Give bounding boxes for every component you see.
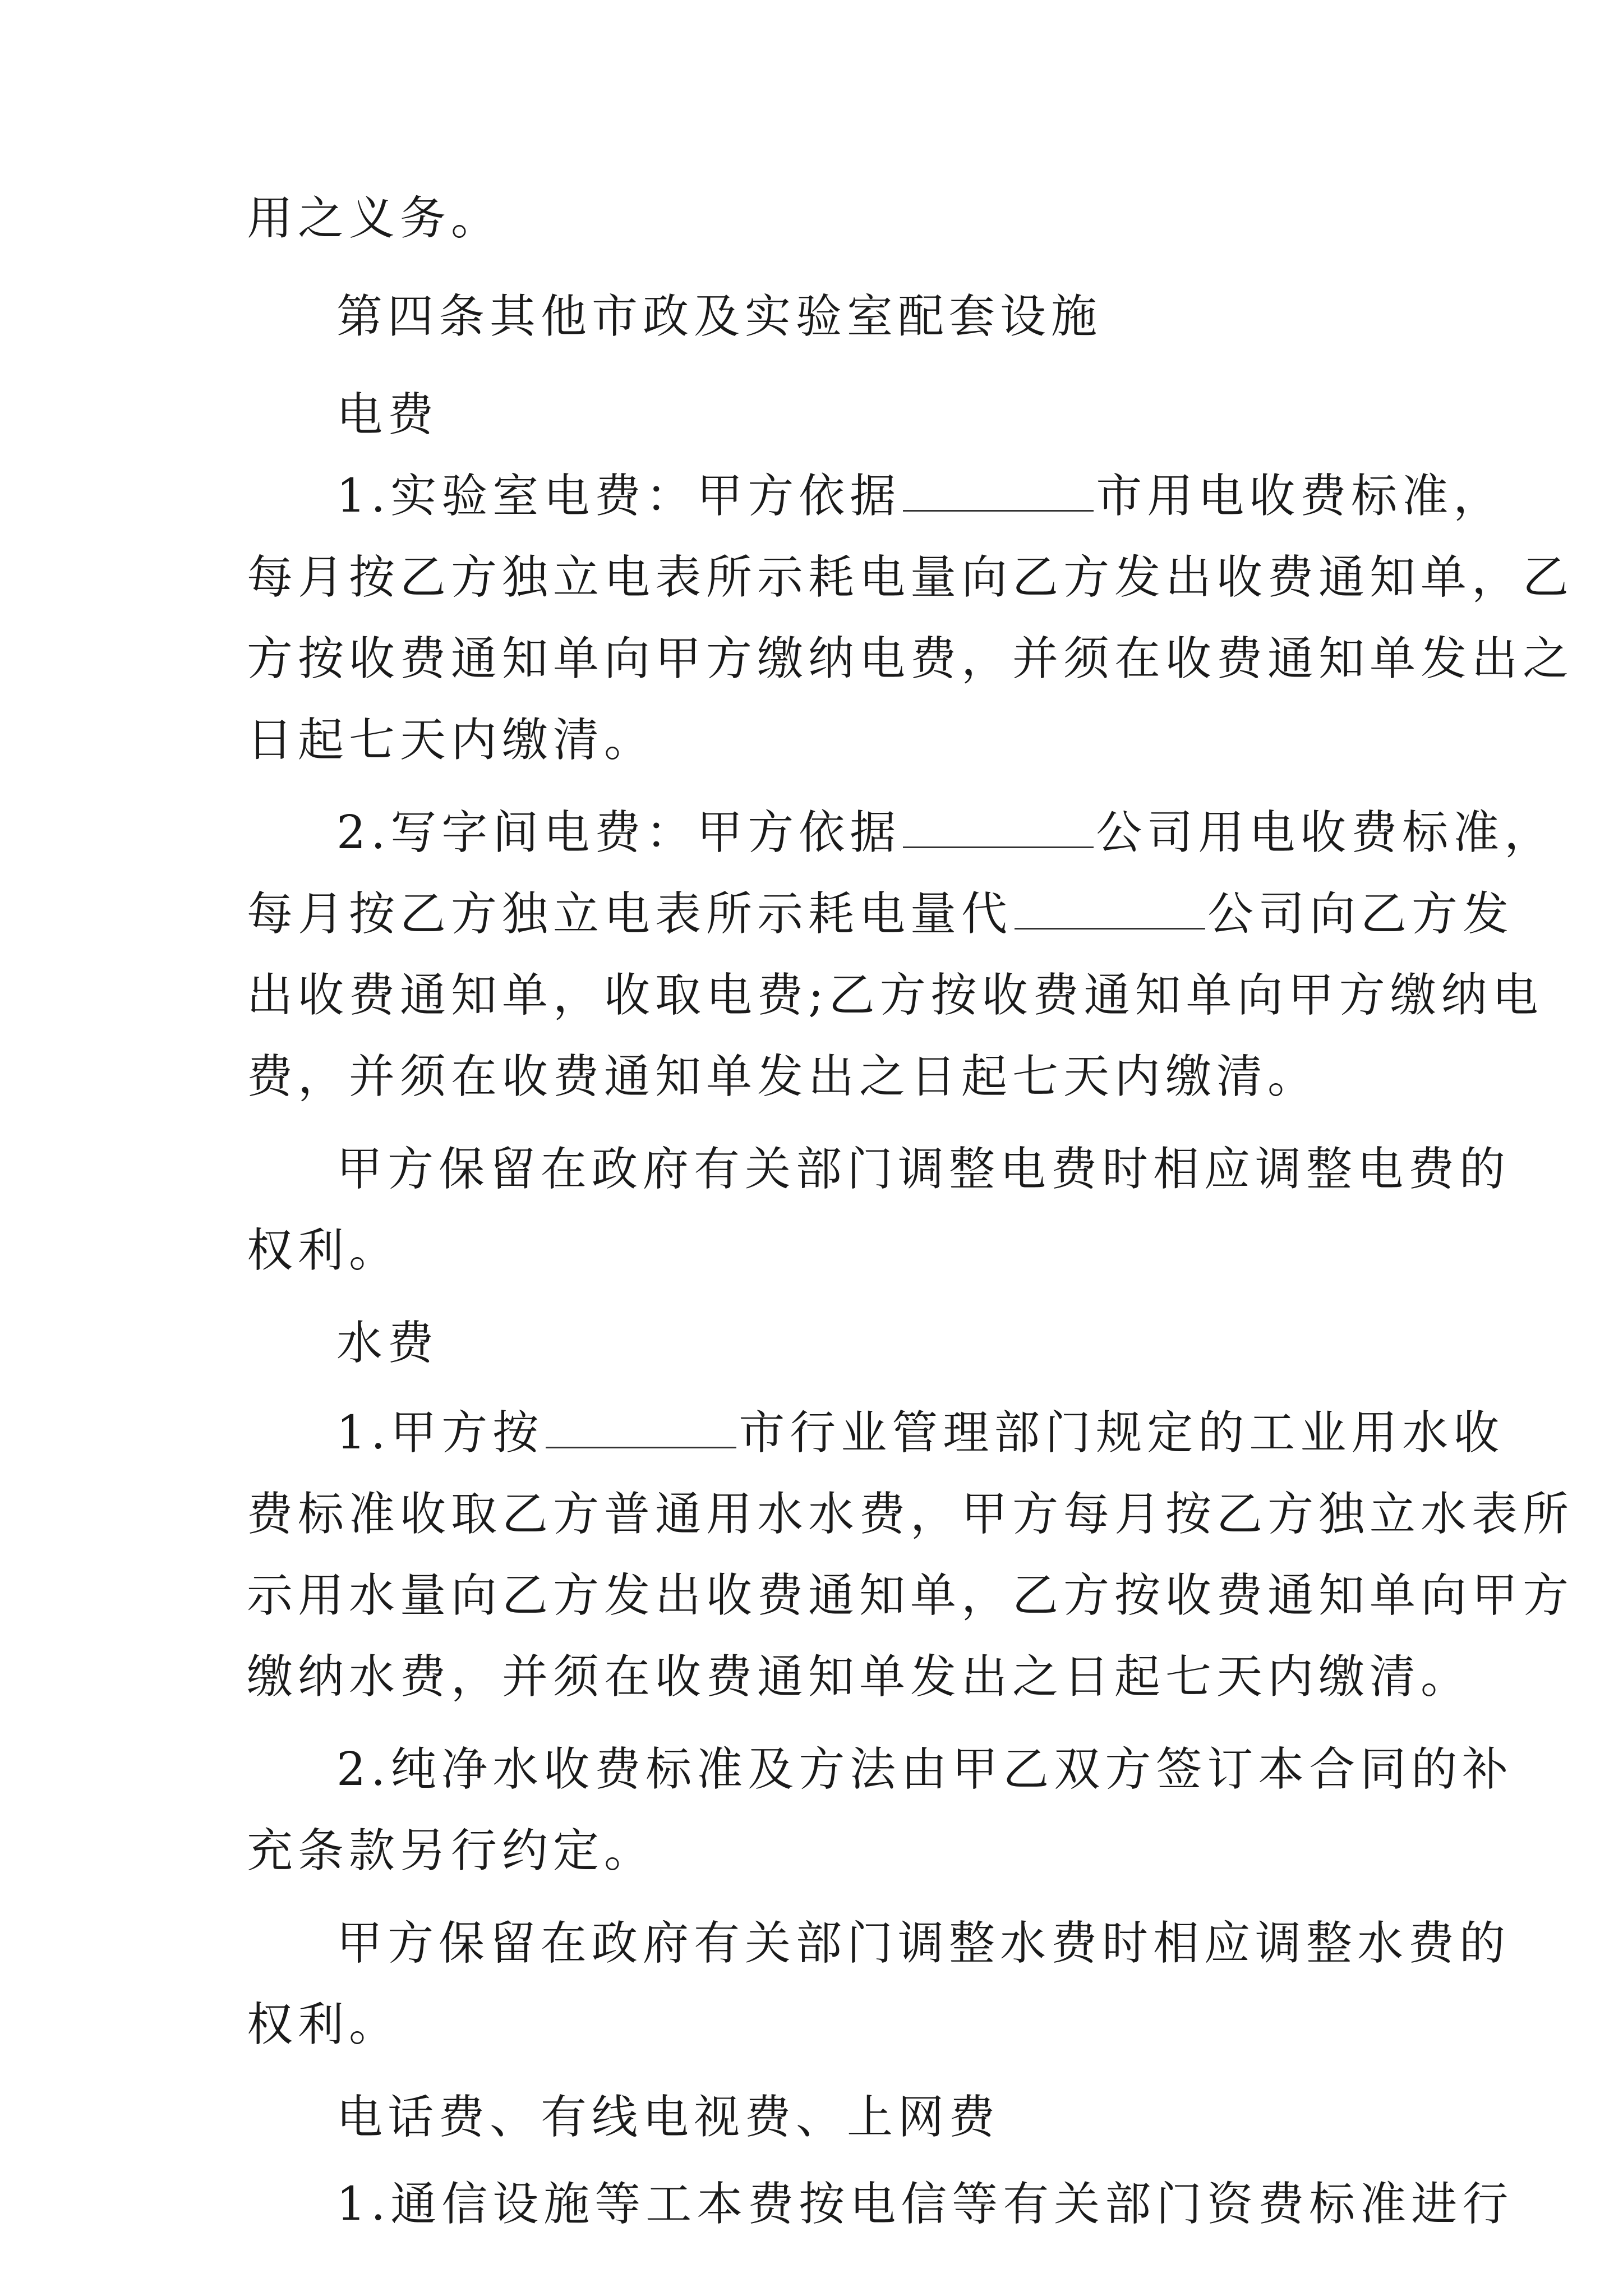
paragraph-line: 日起七天内缴清。 [247, 714, 656, 767]
paragraph-line: 每月按乙方独立电表所示耗电量向乙方发出收费通知单，乙 [247, 551, 1574, 604]
line-text: 每月按乙方独立电表所示耗电量代 [247, 887, 1013, 941]
line-text: 公司向乙方发 [1207, 887, 1514, 941]
section-heading-electricity: 电费 [336, 388, 439, 441]
paragraph-line: 甲方保留在政府有关部门调整水费时相应调整水费的 [336, 1917, 1511, 1970]
paragraph-line: 缴纳水费，并须在收费通知单发出之日起七天内缴清。 [247, 1650, 1472, 1704]
fill-in-blank [903, 813, 1094, 848]
article-heading: 第四条其他市政及实验室配套设施 [336, 290, 1103, 343]
paragraph-line: 权利。 [247, 1998, 400, 2051]
section-heading-telecom: 电话费、有线电视费、上网费 [336, 2091, 1000, 2144]
paragraph-line: 费标准收取乙方普通用水水费，甲方每月按乙方独立水表所 [247, 1488, 1574, 1541]
paragraph-line: 充条款另行约定。 [247, 1824, 656, 1878]
paragraph-line: 方按收费通知单向甲方缴纳电费，并须在收费通知单发出之 [247, 632, 1574, 685]
paragraph-line: 1.通信设施等工本费按电信等有关部门资费标准进行 [336, 2178, 1514, 2231]
line-text: 1.甲方按 [336, 1406, 544, 1460]
fill-in-blank [1015, 894, 1205, 930]
line-text: 公司用电收费标准， [1096, 806, 1556, 859]
fill-in-blank [546, 1413, 736, 1448]
paragraph-line: 费，并须在收费通知单发出之日起七天内缴清。 [247, 1050, 1319, 1103]
fill-in-blank [903, 476, 1094, 512]
paragraph-line: 2.纯净水收费标准及方法由甲乙双方签订本合同的补 [336, 1743, 1514, 1796]
section-heading-water: 水费 [336, 1317, 439, 1370]
paragraph-line: 权利。 [247, 1224, 400, 1277]
line-text: 市用电收费标准， [1096, 470, 1505, 523]
line-text: 市行业管理部门规定的工业用水收 [739, 1406, 1505, 1460]
paragraph-line: 出收费通知单，收取电费;乙方按收费通知单向甲方缴纳电 [247, 969, 1543, 1022]
paragraph-line: 用之义务。 [247, 192, 502, 245]
line-text: 1.实验室电费：甲方依据 [336, 470, 901, 523]
paragraph-line: 示用水量向乙方发出收费通知单，乙方按收费通知单向甲方 [247, 1569, 1574, 1622]
line-text: 2.写字间电费：甲方依据 [336, 806, 901, 859]
paragraph-line: 甲方保留在政府有关部门调整电费时相应调整电费的 [336, 1143, 1511, 1196]
